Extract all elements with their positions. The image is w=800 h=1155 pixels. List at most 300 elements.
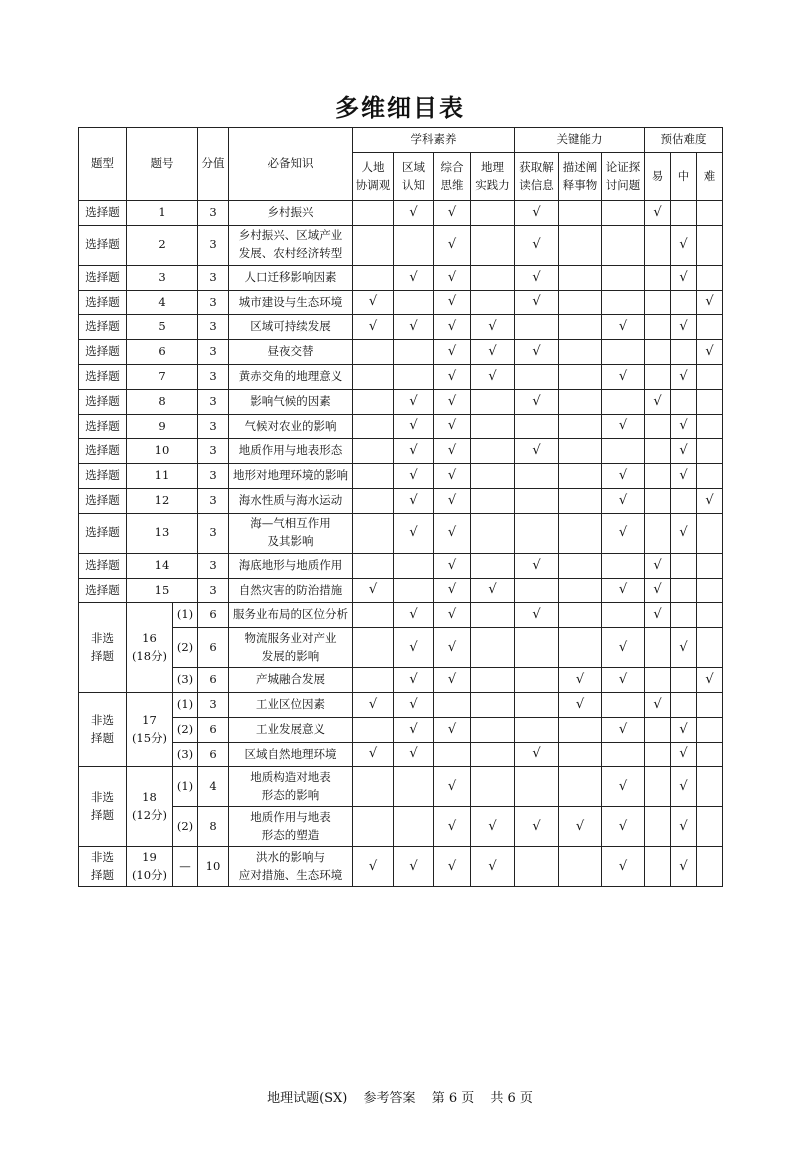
mark-cell	[559, 603, 602, 628]
mark-cell	[671, 767, 697, 807]
mark-cell	[645, 265, 671, 290]
mark-cell	[353, 464, 394, 489]
mark-cell	[471, 692, 515, 717]
mark-cell	[645, 847, 671, 887]
check-mark: √	[679, 319, 688, 335]
mark-cell	[434, 807, 471, 847]
check-mark: √	[447, 294, 457, 310]
mark-cell	[559, 315, 602, 340]
question-score: 3	[198, 578, 229, 603]
check-mark: √	[447, 721, 457, 737]
mark-cell	[671, 364, 697, 389]
mark-cell	[645, 628, 671, 668]
header-group-difficulty: 预估难度	[645, 128, 723, 153]
mark-cell	[394, 340, 434, 365]
mark-cell	[515, 767, 559, 807]
mark-cell	[697, 847, 723, 887]
check-mark: √	[368, 319, 378, 335]
mark-cell	[394, 315, 434, 340]
mark-cell	[353, 603, 394, 628]
header-sub: 区域 认知	[394, 153, 434, 201]
question-type: 选择题	[79, 414, 127, 439]
check-mark: √	[575, 818, 585, 834]
check-mark: √	[679, 269, 688, 285]
mark-cell	[559, 389, 602, 414]
check-mark: √	[618, 671, 628, 687]
mark-cell	[394, 414, 434, 439]
question-part: (2)	[173, 717, 198, 742]
mark-cell	[515, 225, 559, 265]
question-score: 3	[198, 265, 229, 290]
check-mark: √	[618, 639, 628, 655]
mark-cell	[671, 513, 697, 553]
check-mark: √	[653, 204, 662, 220]
question-number: 14	[127, 553, 198, 578]
check-mark: √	[679, 858, 688, 874]
question-number: 19 (10分)	[127, 847, 173, 887]
question-score: 3	[198, 340, 229, 365]
mark-cell	[471, 717, 515, 742]
check-mark: √	[368, 696, 378, 712]
mark-cell	[559, 767, 602, 807]
mark-cell	[394, 464, 434, 489]
check-mark: √	[618, 525, 628, 541]
check-mark: √	[447, 344, 457, 360]
mark-cell	[559, 414, 602, 439]
check-mark: √	[618, 492, 628, 508]
mark-cell	[559, 225, 602, 265]
mark-cell	[353, 668, 394, 693]
mark-cell	[697, 464, 723, 489]
mark-cell	[353, 742, 394, 767]
mark-cell	[434, 553, 471, 578]
question-score: 3	[198, 225, 229, 265]
question-score: 6	[198, 742, 229, 767]
mark-cell	[353, 364, 394, 389]
check-mark: √	[532, 607, 541, 623]
mark-cell	[394, 225, 434, 265]
mark-cell	[697, 265, 723, 290]
mark-cell	[394, 692, 434, 717]
mark-cell	[434, 414, 471, 439]
mark-cell	[394, 767, 434, 807]
question-part: (3)	[173, 668, 198, 693]
check-mark: √	[679, 525, 688, 541]
mark-cell	[559, 628, 602, 668]
mark-cell	[394, 488, 434, 513]
check-mark: √	[409, 607, 418, 623]
mark-cell	[353, 628, 394, 668]
mark-cell	[515, 742, 559, 767]
question-knowledge: 服务业布局的区位分析	[229, 603, 353, 628]
mark-cell	[697, 578, 723, 603]
mark-cell	[434, 340, 471, 365]
mark-cell	[697, 225, 723, 265]
mark-cell	[697, 553, 723, 578]
mark-cell	[645, 742, 671, 767]
question-score: 6	[198, 668, 229, 693]
mark-cell	[353, 717, 394, 742]
mark-cell	[394, 290, 434, 315]
mark-cell	[602, 439, 645, 464]
question-number: 7	[127, 364, 198, 389]
mark-cell	[434, 265, 471, 290]
mark-cell	[471, 439, 515, 464]
question-knowledge: 工业区位因素	[229, 692, 353, 717]
mark-cell	[671, 668, 697, 693]
mark-cell	[353, 578, 394, 603]
question-knowledge: 地质作用与地表形态	[229, 439, 353, 464]
question-number: 4	[127, 290, 198, 315]
question-knowledge: 影响气候的因素	[229, 389, 353, 414]
mark-cell	[697, 414, 723, 439]
mark-cell	[471, 628, 515, 668]
mark-cell	[559, 201, 602, 226]
question-number: 9	[127, 414, 198, 439]
header-sub: 难	[697, 153, 723, 201]
question-knowledge: 地形对地理环境的影响	[229, 464, 353, 489]
check-mark: √	[409, 393, 418, 409]
mark-cell	[602, 742, 645, 767]
question-part: (2)	[173, 807, 198, 847]
question-type: 选择题	[79, 201, 127, 226]
mark-cell	[353, 847, 394, 887]
mark-cell	[394, 265, 434, 290]
header-sub: 人地 协调观	[353, 153, 394, 201]
question-type: 选择题	[79, 265, 127, 290]
mark-cell	[602, 389, 645, 414]
check-mark: √	[653, 696, 662, 712]
mark-cell	[434, 290, 471, 315]
mark-cell	[697, 692, 723, 717]
mark-cell	[559, 692, 602, 717]
check-mark: √	[532, 557, 541, 573]
mark-cell	[434, 628, 471, 668]
mark-cell	[559, 488, 602, 513]
check-mark: √	[575, 671, 585, 687]
question-type: 选择题	[79, 290, 127, 315]
mark-cell	[471, 389, 515, 414]
mark-cell	[434, 668, 471, 693]
check-mark: √	[679, 468, 688, 483]
table-row	[79, 340, 723, 365]
mark-cell	[394, 553, 434, 578]
question-knowledge: 气候对农业的影响	[229, 414, 353, 439]
check-mark: √	[679, 418, 688, 434]
question-type: 选择题	[79, 578, 127, 603]
question-number: 16 (18分)	[127, 603, 173, 693]
question-type: 选择题	[79, 513, 127, 553]
mark-cell	[434, 488, 471, 513]
check-mark: √	[679, 721, 688, 737]
question-score: 6	[198, 717, 229, 742]
mark-cell	[602, 488, 645, 513]
mark-cell	[602, 201, 645, 226]
mark-cell	[602, 290, 645, 315]
mark-cell	[671, 225, 697, 265]
mark-cell	[645, 414, 671, 439]
check-mark: √	[653, 557, 662, 573]
header-sub: 论证探 讨问题	[602, 153, 645, 201]
header-group-ability: 关键能力	[515, 128, 645, 153]
question-knowledge: 自然灾害的防治措施	[229, 578, 353, 603]
question-type: 非选 择题	[79, 767, 127, 847]
mark-cell	[515, 717, 559, 742]
question-score: 6	[198, 603, 229, 628]
mark-cell	[515, 847, 559, 887]
mark-cell	[434, 717, 471, 742]
question-score: 3	[198, 692, 229, 717]
table-row	[79, 513, 723, 553]
mark-cell	[602, 692, 645, 717]
question-score: 8	[198, 807, 229, 847]
check-mark: √	[705, 671, 714, 687]
mark-cell	[559, 513, 602, 553]
header-sub: 描述阐 释事物	[559, 153, 602, 201]
mark-cell	[559, 364, 602, 389]
table-row	[79, 201, 723, 226]
check-mark: √	[532, 237, 541, 253]
question-number: 17 (15分)	[127, 692, 173, 766]
table-row	[79, 290, 723, 315]
mark-cell	[645, 464, 671, 489]
mark-cell	[559, 717, 602, 742]
check-mark: √	[409, 671, 418, 687]
mark-cell	[697, 439, 723, 464]
question-knowledge: 黄赤交角的地理意义	[229, 364, 353, 389]
mark-cell	[602, 578, 645, 603]
question-number: 18 (12分)	[127, 767, 173, 847]
mark-cell	[434, 742, 471, 767]
mark-cell	[602, 265, 645, 290]
check-mark: √	[705, 344, 714, 360]
mark-cell	[697, 767, 723, 807]
mark-cell	[602, 628, 645, 668]
check-mark: √	[447, 778, 457, 794]
check-mark: √	[368, 858, 378, 874]
check-mark: √	[409, 319, 418, 335]
mark-cell	[471, 315, 515, 340]
question-knowledge: 乡村振兴	[229, 201, 353, 226]
check-mark: √	[679, 237, 688, 253]
mark-cell	[515, 290, 559, 315]
mark-cell	[471, 578, 515, 603]
question-type: 选择题	[79, 225, 127, 265]
question-score: 3	[198, 364, 229, 389]
specification-table	[78, 127, 723, 887]
mark-cell	[353, 439, 394, 464]
check-mark: √	[447, 607, 457, 623]
check-mark: √	[679, 818, 688, 834]
mark-cell	[515, 513, 559, 553]
mark-cell	[645, 364, 671, 389]
check-mark: √	[488, 858, 497, 874]
question-score: 3	[198, 414, 229, 439]
check-mark: √	[618, 721, 628, 737]
question-knowledge: 区域可持续发展	[229, 315, 353, 340]
question-score: 3	[198, 201, 229, 226]
table-row	[79, 717, 723, 742]
mark-cell	[515, 201, 559, 226]
mark-cell	[559, 668, 602, 693]
mark-cell	[471, 668, 515, 693]
mark-cell	[434, 513, 471, 553]
mark-cell	[645, 717, 671, 742]
header-number: 题号	[127, 128, 198, 201]
mark-cell	[559, 439, 602, 464]
check-mark: √	[447, 557, 457, 573]
table-row	[79, 225, 723, 265]
mark-cell	[645, 578, 671, 603]
question-type: 非选 择题	[79, 847, 127, 887]
mark-cell	[394, 578, 434, 603]
mark-cell	[353, 340, 394, 365]
mark-cell	[471, 364, 515, 389]
mark-cell	[602, 513, 645, 553]
mark-cell	[671, 628, 697, 668]
question-score: 3	[198, 389, 229, 414]
mark-cell	[602, 464, 645, 489]
mark-cell	[394, 847, 434, 887]
mark-cell	[471, 742, 515, 767]
mark-cell	[353, 265, 394, 290]
mark-cell	[645, 315, 671, 340]
header-knowledge: 必备知识	[229, 128, 353, 201]
header-sub: 地理 实践力	[471, 153, 515, 201]
question-knowledge: 洪水的影响与 应对措施、生态环境	[229, 847, 353, 887]
table-row	[79, 315, 723, 340]
check-mark: √	[447, 671, 457, 687]
check-mark: √	[653, 393, 662, 409]
mark-cell	[515, 553, 559, 578]
mark-cell	[645, 439, 671, 464]
check-mark: √	[618, 418, 628, 434]
table-row	[79, 488, 723, 513]
check-mark: √	[447, 525, 457, 541]
mark-cell	[434, 847, 471, 887]
header-sub: 综合 思维	[434, 153, 471, 201]
check-mark: √	[532, 344, 541, 360]
check-mark: √	[618, 368, 628, 384]
question-knowledge: 地质作用与地表 形态的塑造	[229, 807, 353, 847]
mark-cell	[434, 389, 471, 414]
mark-cell	[645, 488, 671, 513]
question-number: 10	[127, 439, 198, 464]
mark-cell	[515, 628, 559, 668]
check-mark: √	[705, 294, 714, 310]
check-mark: √	[532, 294, 541, 310]
mark-cell	[645, 201, 671, 226]
mark-cell	[515, 692, 559, 717]
check-mark: √	[618, 319, 628, 335]
mark-cell	[671, 201, 697, 226]
mark-cell	[471, 847, 515, 887]
question-type: 选择题	[79, 340, 127, 365]
mark-cell	[602, 315, 645, 340]
mark-cell	[602, 414, 645, 439]
mark-cell	[471, 767, 515, 807]
check-mark: √	[532, 443, 541, 459]
mark-cell	[471, 488, 515, 513]
header-sub: 获取解 读信息	[515, 153, 559, 201]
mark-cell	[471, 290, 515, 315]
check-mark: √	[447, 368, 457, 384]
check-mark: √	[532, 746, 541, 762]
question-part: (3)	[173, 742, 198, 767]
check-mark: √	[447, 393, 457, 409]
mark-cell	[471, 807, 515, 847]
question-type: 非选 择题	[79, 603, 127, 693]
check-mark: √	[409, 696, 418, 712]
mark-cell	[645, 767, 671, 807]
mark-cell	[471, 225, 515, 265]
mark-cell	[515, 488, 559, 513]
mark-cell	[602, 364, 645, 389]
mark-cell	[353, 315, 394, 340]
check-mark: √	[705, 492, 714, 508]
mark-cell	[471, 414, 515, 439]
header-score: 分值	[198, 128, 229, 201]
mark-cell	[602, 603, 645, 628]
question-number: 13	[127, 513, 198, 553]
table-row	[79, 847, 723, 887]
mark-cell	[394, 717, 434, 742]
mark-cell	[671, 389, 697, 414]
mark-cell	[394, 389, 434, 414]
mark-cell	[671, 603, 697, 628]
mark-cell	[471, 201, 515, 226]
mark-cell	[671, 464, 697, 489]
mark-cell	[434, 315, 471, 340]
mark-cell	[434, 692, 471, 717]
question-number: 15	[127, 578, 198, 603]
question-part: (1)	[173, 603, 198, 628]
footer-subject: 地理试题(SX)	[267, 1091, 348, 1106]
mark-cell	[671, 315, 697, 340]
question-knowledge: 人口迁移影响因素	[229, 265, 353, 290]
mark-cell	[602, 668, 645, 693]
check-mark: √	[409, 721, 418, 737]
mark-cell	[602, 847, 645, 887]
page-footer	[0, 1087, 800, 1106]
mark-cell	[353, 692, 394, 717]
check-mark: √	[447, 237, 457, 253]
question-number: 2	[127, 225, 198, 265]
mark-cell	[645, 389, 671, 414]
mark-cell	[434, 439, 471, 464]
mark-cell	[645, 225, 671, 265]
mark-cell	[434, 603, 471, 628]
mark-cell	[697, 628, 723, 668]
question-type: 选择题	[79, 315, 127, 340]
mark-cell	[671, 578, 697, 603]
mark-cell	[559, 464, 602, 489]
mark-cell	[645, 340, 671, 365]
mark-cell	[353, 513, 394, 553]
question-number: 8	[127, 389, 198, 414]
check-mark: √	[575, 696, 585, 712]
check-mark: √	[447, 319, 457, 335]
mark-cell	[434, 464, 471, 489]
question-score: 3	[198, 315, 229, 340]
question-part: (1)	[173, 692, 198, 717]
mark-cell	[515, 807, 559, 847]
check-mark: √	[679, 778, 688, 794]
question-knowledge: 地质构造对地表 形态的影响	[229, 767, 353, 807]
mark-cell	[515, 364, 559, 389]
check-mark: √	[532, 818, 541, 834]
mark-cell	[697, 807, 723, 847]
